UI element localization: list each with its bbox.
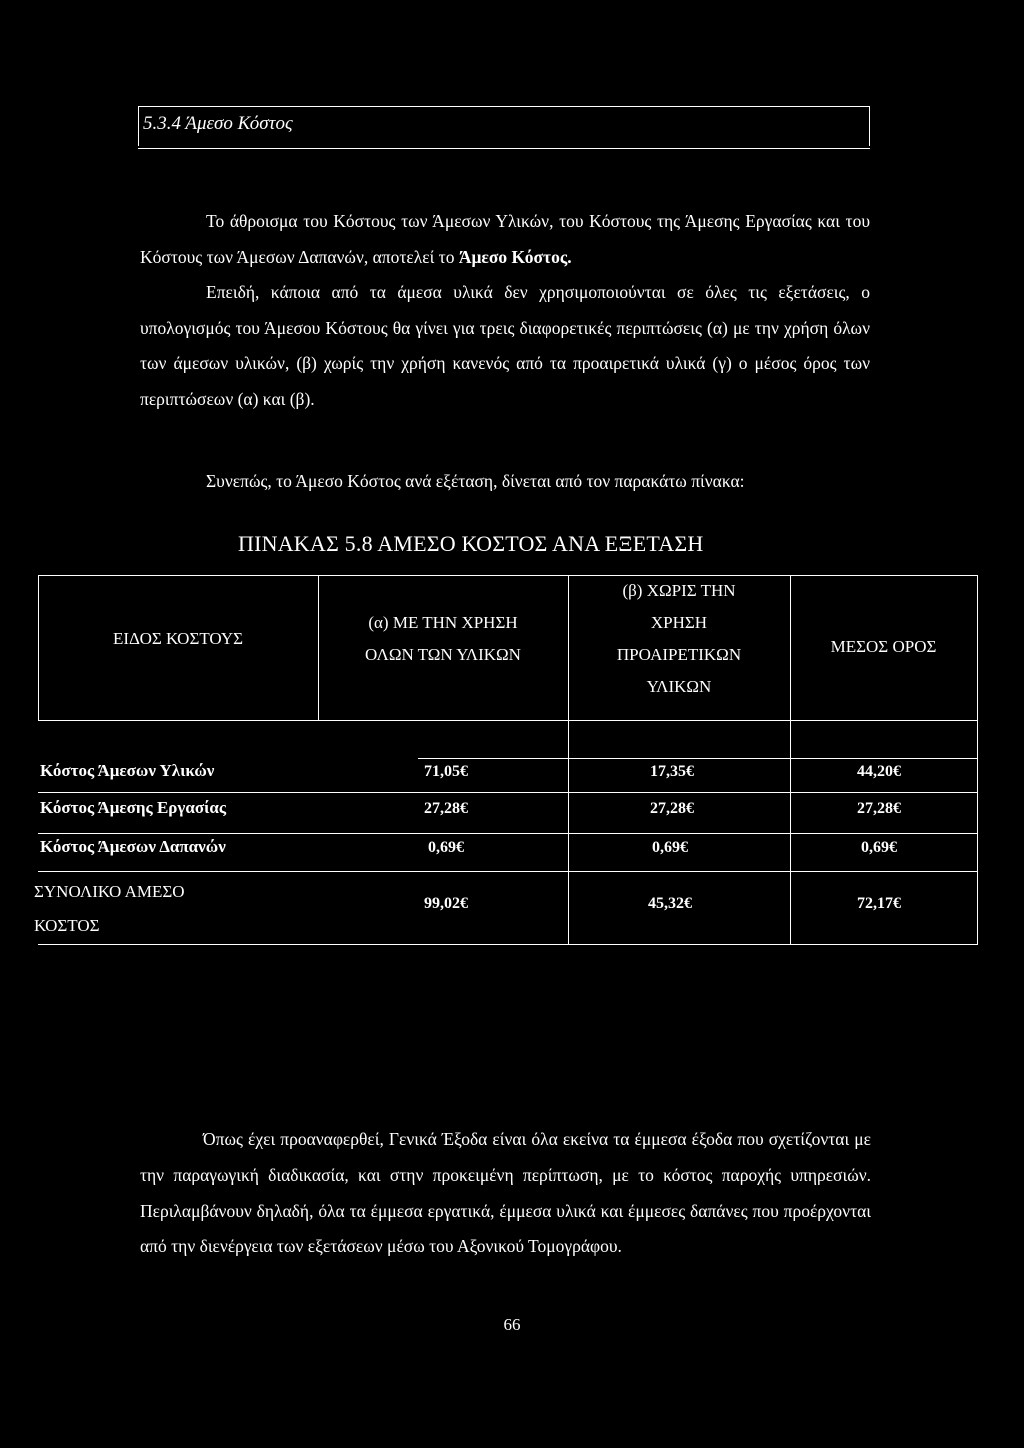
section-title: 5.3.4 Άμεσο Κόστος (143, 113, 293, 134)
header-with-all-materials-line-1: (α) ΜΕ ΤΗΝ ΧΡΗΣΗ (368, 613, 518, 632)
row-materials-avg: 44,20€ (857, 763, 901, 780)
row-labor-b: 27,28€ (650, 800, 694, 817)
header-with-all-materials (318, 607, 568, 671)
row-label-total (34, 875, 185, 943)
row-label-total-line-1: ΣΥΝΟΛΙΚΟ ΑΜΕΣΟ (34, 882, 185, 901)
header-without-optional-line-4: ΥΛΙΚΩΝ (646, 677, 712, 696)
row-label-total-line-2: ΚΟΣΤΟΣ (34, 916, 100, 935)
row-labor-a: 27,28€ (424, 800, 468, 817)
intro-paragraph-3: Συνεπώς, το Άμεσο Κόστος ανά εξέταση, δίνεται από τον παρακάτω πίνακα: (206, 471, 745, 491)
table-row-separator-3 (38, 871, 978, 872)
table-caption: ΠΙΝΑΚΑΣ 5.8 ΑΜΕΣΟ ΚΟΣΤΟΣ ΑΝΑ ΕΞΕΤΑΣΗ (238, 531, 704, 556)
header-cost-type: ΕΙΔΟΣ ΚΟΣΤΟΥΣ (112, 629, 244, 648)
header-without-optional-line-1: (β) ΧΩΡΙΣ ΤΗΝ (622, 581, 736, 600)
intro-paragraph-1-text: Το άθροισμα του Κόστους των Άμεσων Υλικών, του Κόστους της Άμεσης Εργασίας και του Κόστους των Άμεσων Δαπανών, αποτελεί το (140, 211, 870, 267)
row-total-avg: 72,17€ (857, 895, 901, 912)
header-average: ΜΕΣΟΣ ΟΡΟΣ (830, 637, 937, 656)
row-total-b: 45,32€ (648, 895, 692, 912)
row-materials-a: 71,05€ (424, 763, 468, 780)
row-total-a: 99,02€ (424, 895, 468, 912)
row-label-materials: Κόστος Άμεσων Υλικών (40, 761, 215, 780)
row-expenses-avg: 0,69€ (861, 839, 897, 856)
section-heading-box (138, 106, 870, 146)
header-without-optional (568, 575, 790, 703)
table-top-border (38, 575, 978, 576)
intro-paragraph-1-bold: Άμεσο Κόστος. (458, 246, 572, 267)
table-right-border (977, 575, 978, 945)
row-label-labor: Κόστος Άμεσης Εργασίας (40, 798, 227, 817)
page-number: 66 (503, 1315, 521, 1334)
header-without-optional-line-3: ΠΡΟΑΙΡΕΤΙΚΩΝ (616, 645, 742, 664)
row-materials-b: 17,35€ (650, 763, 694, 780)
row-labor-avg: 27,28€ (857, 800, 901, 817)
row-expenses-a: 0,69€ (428, 839, 464, 856)
intro-paragraph-1 (140, 204, 870, 275)
footer-paragraph: Όπως έχει προαναφερθεί, Γενικά Έξοδα είναι όλα εκείνα τα έμμεσα έξοδα που σχετίζονται με την παραγωγική διαδικασία, και στην προκειμένη περίπτωση, με το κόστος παροχής υπηρεσιών. Περιλαμβάνουν δηλαδή, όλα τα έμμεσα εργατικά, έμμεσα υλικά και έμμεσες δαπάνες που προέρχονται από την διενέργεια των εξετάσεων μέσω του Αξονικού Τομογράφου. (140, 1129, 871, 1257)
table-row-separator-2 (38, 833, 978, 834)
intro-paragraph-2: Επειδή, κάποια από τα άμεσα υλικά δεν χρησιμοποιούνται σε όλες τις εξετάσεις, ο υπολογισμός του Άμεσου Κόστους θα γίνει για τρεις διαφορετικές περιπτώσεις (α) με την χρήση όλων των άμεσων υλικών, (β) χωρίς την χρήση κανενός από τα προαιρετικά υλικά (γ) ο μέσος όρος των περιπτώσεων (α) και (β). (140, 282, 870, 409)
table-row-separator-1 (38, 792, 978, 793)
table-header-separator (38, 720, 978, 721)
row-label-expenses: Κόστος Άμεσων Δαπανών (40, 837, 226, 856)
header-with-all-materials-line-2: ΟΛΩΝ ΤΩΝ ΥΛΙΚΩΝ (365, 645, 521, 664)
row-expenses-b: 0,69€ (652, 839, 688, 856)
table-bottom-border (38, 944, 978, 945)
direct-cost-table (34, 575, 978, 945)
header-without-optional-line-2: ΧΡΗΣΗ (650, 613, 708, 632)
table-subrow-separator (418, 758, 978, 759)
